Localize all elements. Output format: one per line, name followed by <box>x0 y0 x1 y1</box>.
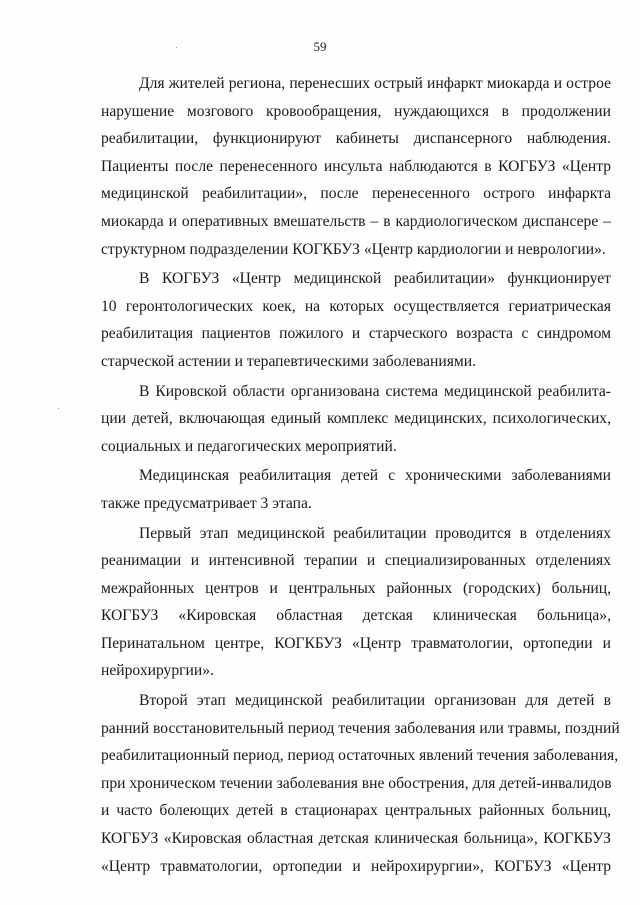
text-line: В КОГБУЗ «Центр медицинской реабилитации» функционирует <box>139 270 611 288</box>
paragraph-children-rehab-system <box>101 378 611 461</box>
text-line: и часто болеющих детей в стационарах центральных районных больниц, <box>101 802 611 820</box>
text-line: 10 геронтологических коек, на которых осуществляется гериатрическая <box>101 297 611 315</box>
scan-speck <box>58 408 59 409</box>
text-line: реабилитации, функционируют кабинеты диспансерного наблюдения. <box>101 130 611 148</box>
text-line: Перинатальном центре, КОГКБУЗ «Центр травматологии, ортопедии и <box>101 634 611 652</box>
text-line: реанимации и интенсивной терапии и специализированных отделениях <box>101 552 611 570</box>
text-line: Второй этап медицинской реабилитации организован для детей в <box>139 692 611 710</box>
text-line: социальных и педагогических мероприятий. <box>101 437 397 455</box>
text-line: старческой астении и терапевтическими заболеваниями. <box>101 352 477 370</box>
text-line: ранний восстановительный период течения заболевания или травмы, поздний <box>101 719 620 737</box>
text-line: реабилитация пациентов пожилого и старческого возраста с синдромом <box>101 325 611 343</box>
text-line: «Центр травматологии, ортопедии и нейрохирургии», КОГБУЗ «Центр <box>101 857 611 875</box>
text-line: реабилитационный период, период остаточных явлений течения заболевания, <box>101 747 619 765</box>
paragraph-first-stage <box>101 520 611 686</box>
text-line: КОГБУЗ «Кировская областная детская клиническая больница», КОГКБУЗ <box>101 830 611 848</box>
text-line: Для жителей региона, перенесших острый инфаркт миокарда и острое <box>139 75 611 92</box>
paragraph-gerontology-beds <box>101 265 611 375</box>
text-line: структурном подразделении КОГКБУЗ «Центр кардиологии и неврологии». <box>101 240 606 258</box>
text-line: Медицинская реабилитация детей с хроническими заболеваниями <box>139 467 611 485</box>
paragraph-three-stages <box>101 462 611 517</box>
text-line: В Кировской области организована система медицинской реабилита- <box>139 382 611 400</box>
text-line: межрайонных центров и центральных районных (городских) больниц, <box>101 579 611 597</box>
text-line: при хроническом течении заболевания вне обострения, для детей-инвалидов <box>101 774 612 792</box>
paragraph-cardio-rehab <box>101 70 611 263</box>
body-text <box>101 70 620 882</box>
text-line: нейрохирургии». <box>101 662 214 680</box>
text-line: нарушение мозгового кровообращения, нуждающихся в продолжении <box>101 102 611 120</box>
text-line: миокарда и оперативных вмешательств – в кардиологическом диспансере – <box>101 212 611 230</box>
text-line: Пациенты после перенесенного инсульта наблюдаются в КОГБУЗ «Центр <box>101 157 611 175</box>
paragraph-second-stage <box>101 687 620 880</box>
text-line: также предусматривает 3 этапа. <box>101 494 312 512</box>
page-number: 59 <box>313 39 327 54</box>
text-line: Первый этап медицинской реабилитации проводится в отделениях <box>139 524 611 542</box>
text-line: КОГБУЗ «Кировская областная детская клиническая больница», <box>101 607 611 625</box>
text-line: ции детей, включающая единый комплекс медицинских, психологических, <box>101 410 611 428</box>
text-line: медицинской реабилитации», после перенесенного острого инфаркта <box>101 185 611 203</box>
